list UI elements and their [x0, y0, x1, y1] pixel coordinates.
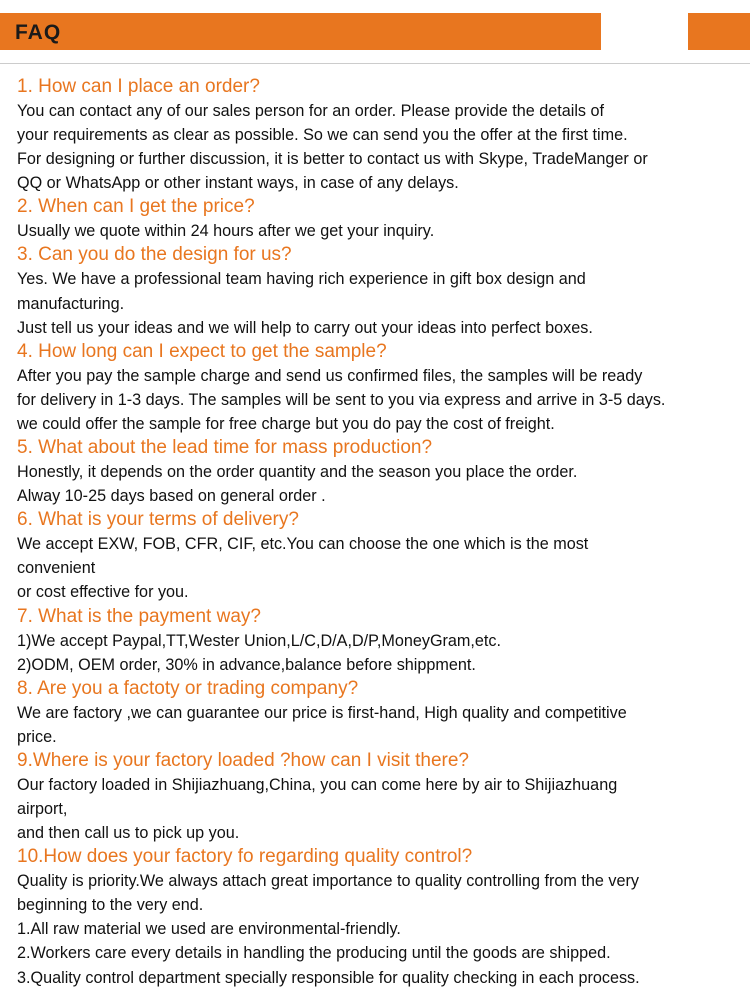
faq-answer-line: Yes. We have a professional team having rich experience in gift box design and	[17, 270, 586, 289]
faq-answer-line: airport,	[17, 799, 68, 818]
faq-item-3	[17, 243, 745, 339]
faq-answer-line: and then call us to pick up you.	[17, 824, 240, 843]
faq-item-9	[17, 749, 745, 845]
faq-answer-line: convenient	[17, 559, 96, 578]
faq-answer-line: Quality is priority.We always attach great importance to quality controlling from the very	[17, 872, 639, 891]
faq-item-4	[17, 340, 745, 436]
faq-answer-line: for delivery in 1-3 days. The samples will be sent to you via express and arrive in 3-5 days.	[17, 390, 666, 409]
faq-answer-line: Just tell us your ideas and we will help to carry out your ideas into perfect boxes.	[17, 318, 593, 337]
faq-item-7	[17, 605, 745, 677]
faq-answer-line: 2)ODM, OEM order, 30% in advance,balance before shippment.	[17, 655, 476, 674]
faq-answer-line: For designing or further discussion, it is better to contact us with Skype, TradeManger or	[17, 150, 648, 169]
faq-answer-line: beginning to the very end.	[17, 896, 204, 915]
faq-answer-line: your requirements as clear as possible. So we can send you the offer at the first time.	[17, 126, 628, 145]
faq-item-1	[17, 75, 745, 195]
banner-accent-block	[688, 13, 750, 50]
faq-answer-line: 2.Workers care every details in handling the producing until the goods are shipped.	[17, 944, 611, 963]
faq-answer-line: You can contact any of our sales person for an order. Please provide the details of	[17, 102, 605, 120]
faq-question: 8. Are you a factoty or trading company?	[17, 677, 359, 699]
faq-answer-line: or cost effective for you.	[17, 583, 189, 602]
faq-answer-line: After you pay the sample charge and send us confirmed files, the samples will be ready	[17, 366, 643, 385]
faq-question: 5. What about the lead time for mass production?	[17, 437, 433, 459]
faq-answer-line: we could offer the sample for free charge but you do pay the cost of freight.	[17, 414, 555, 433]
faq-answer-line: QQ or WhatsApp or other instant ways, in case of any delays.	[17, 174, 459, 193]
faq-item-6	[17, 508, 745, 604]
faq-question: 9.Where is your factory loaded ?how can I visit there?	[17, 749, 470, 771]
faq-list	[17, 75, 745, 990]
faq-answer-line: price.	[17, 727, 57, 746]
faq-answer-line: 3.Quality control department specially responsible for quality checking in each process.	[17, 968, 640, 987]
faq-answer-line: 1.All raw material we used are environmental-friendly.	[17, 920, 401, 939]
page-title: FAQ	[15, 21, 62, 44]
faq-item-2	[17, 195, 745, 243]
faq-question: 10.How does your factory fo regarding quality control?	[17, 846, 473, 868]
faq-answer-line: Alway 10-25 days based on general order .	[17, 487, 326, 506]
faq-answer-line: 1)We accept Paypal,TT,Wester Union,L/C,D/A,D/P,MoneyGram,etc.	[17, 631, 502, 650]
faq-question: 2. When can I get the price?	[17, 196, 255, 218]
faq-item-5	[17, 436, 745, 508]
faq-answer-line: Usually we quote within 24 hours after we get your inquiry.	[17, 222, 435, 241]
faq-answer-line: We accept EXW, FOB, CFR, CIF, etc.You can choose the one which is the most	[17, 535, 589, 554]
faq-answer-line: Honestly, it depends on the order quantity and the season you place the order.	[17, 463, 578, 482]
faq-question: 4. How long can I expect to get the sample?	[17, 340, 387, 362]
faq-answer-line: manufacturing.	[17, 294, 125, 313]
faq-question: 1. How can I place an order?	[17, 76, 260, 97]
faq-banner	[0, 13, 601, 50]
faq-item-10	[17, 845, 745, 989]
faq-item-8	[17, 677, 745, 749]
faq-question: 6. What is your terms of delivery?	[17, 509, 299, 531]
divider	[0, 63, 750, 64]
faq-question: 3. Can you do the design for us?	[17, 244, 292, 266]
faq-question: 7. What is the payment way?	[17, 605, 261, 627]
faq-answer-line: We are factory ,we can guarantee our price is first-hand, High quality and competitive	[17, 703, 627, 722]
faq-answer-line: Our factory loaded in Shijiazhuang,China, you can come here by air to Shijiazhuang	[17, 775, 618, 794]
